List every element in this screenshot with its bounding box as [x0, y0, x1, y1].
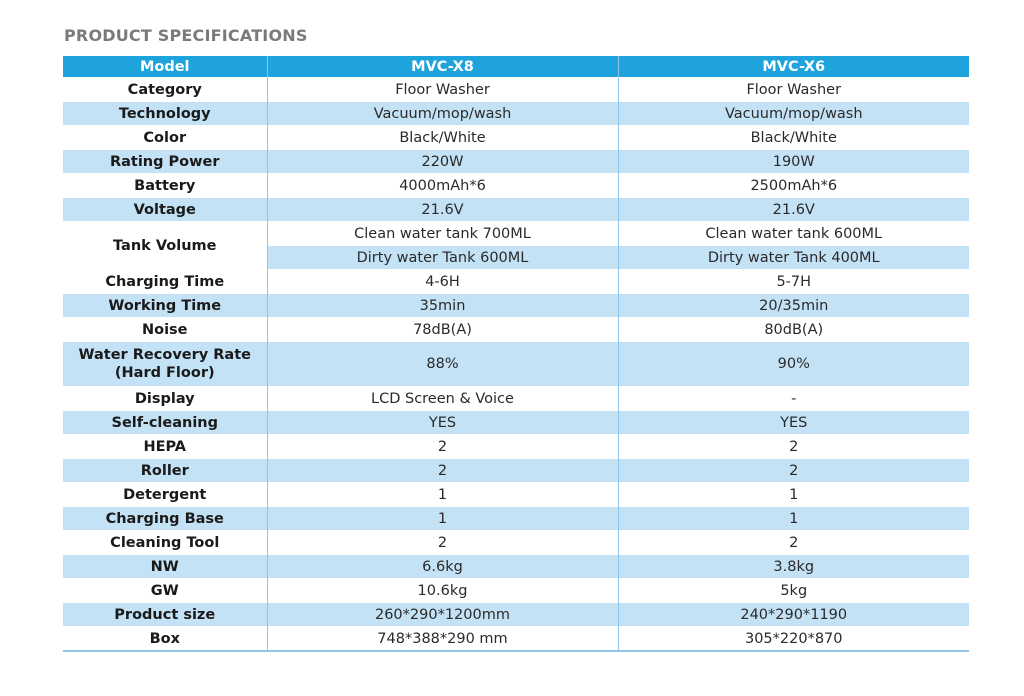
cell-x6-water-recovery-rate: 90%: [618, 342, 969, 387]
cell-x6-display: -: [618, 387, 969, 411]
cell-x8-voltage: 21.6V: [267, 198, 618, 222]
row-label-line: Water Recovery Rate: [78, 347, 251, 363]
column-header-mvc-x8: MVC-X8: [267, 56, 618, 78]
cell-x6-charging-time: 5-7H: [618, 270, 969, 294]
table-row: [63, 483, 969, 507]
table-row: [63, 78, 969, 102]
row-label-cleaning-tool: Cleaning Tool: [63, 531, 267, 555]
cell-x6-roller: 2: [618, 459, 969, 483]
cell-x8-clean-water-tank: Clean water tank 700ML: [267, 222, 618, 246]
table-row: [63, 531, 969, 555]
row-label-voltage: Voltage: [63, 198, 267, 222]
row-label-hepa: HEPA: [63, 435, 267, 459]
row-label-nw: NW: [63, 555, 267, 579]
cell-x8-working-time: 35min: [267, 294, 618, 318]
cell-x8-gw: 10.6kg: [267, 579, 618, 603]
cell-x6-clean-water-tank: Clean water tank 600ML: [618, 222, 969, 246]
table-row: [63, 435, 969, 459]
row-label-water-recovery-rate: [63, 342, 267, 387]
row-label-charging-time: Charging Time: [63, 270, 267, 294]
cell-x8-technology: Vacuum/mop/wash: [267, 102, 618, 126]
row-label-self-cleaning: Self-cleaning: [63, 411, 267, 435]
table-row: [63, 270, 969, 294]
cell-x8-charging-time: 4-6H: [267, 270, 618, 294]
cell-x8-water-recovery-rate: 88%: [267, 342, 618, 387]
table-row: [63, 411, 969, 435]
row-label-charging-base: Charging Base: [63, 507, 267, 531]
row-label-technology: Technology: [63, 102, 267, 126]
cell-x8-self-cleaning: YES: [267, 411, 618, 435]
row-label-battery: Battery: [63, 174, 267, 198]
table-header: [63, 56, 969, 78]
cell-x8-color: Black/White: [267, 126, 618, 150]
cell-x8-hepa: 2: [267, 435, 618, 459]
table-row: [63, 198, 969, 222]
row-label-product-size: Product size: [63, 603, 267, 627]
cell-x6-color: Black/White: [618, 126, 969, 150]
cell-x6-technology: Vacuum/mop/wash: [618, 102, 969, 126]
table-row: [63, 579, 969, 603]
row-label-gw: GW: [63, 579, 267, 603]
cell-x6-box: 305*220*870: [618, 627, 969, 652]
table-row: [63, 126, 969, 150]
cell-x6-detergent: 1: [618, 483, 969, 507]
column-header-mvc-x6: MVC-X6: [618, 56, 969, 78]
cell-x6-hepa: 2: [618, 435, 969, 459]
table-row: [63, 318, 969, 342]
table-row: [63, 555, 969, 579]
cell-x8-rating-power: 220W: [267, 150, 618, 174]
row-label-tank-volume: Tank Volume: [63, 222, 267, 270]
spec-table: [63, 56, 969, 652]
header-row: [63, 56, 969, 78]
row-label-box: Box: [63, 627, 267, 652]
table-body: [63, 78, 969, 652]
cell-x6-category: Floor Washer: [618, 78, 969, 102]
cell-x8-noise: 78dB(A): [267, 318, 618, 342]
cell-x8-cleaning-tool: 2: [267, 531, 618, 555]
page-title: PRODUCT SPECIFICATIONS: [64, 26, 308, 45]
table-row: [63, 459, 969, 483]
cell-x8-box: 748*388*290 mm: [267, 627, 618, 652]
row-label-detergent: Detergent: [63, 483, 267, 507]
cell-x6-rating-power: 190W: [618, 150, 969, 174]
cell-x8-dirty-water-tank: Dirty water Tank 600ML: [267, 246, 618, 270]
table-row: [63, 387, 969, 411]
cell-x8-detergent: 1: [267, 483, 618, 507]
cell-x8-charging-base: 1: [267, 507, 618, 531]
cell-x6-battery: 2500mAh*6: [618, 174, 969, 198]
cell-x6-product-size: 240*290*1190: [618, 603, 969, 627]
table-row: [63, 174, 969, 198]
cell-x8-battery: 4000mAh*6: [267, 174, 618, 198]
row-label-rating-power: Rating Power: [63, 150, 267, 174]
cell-x6-charging-base: 1: [618, 507, 969, 531]
row-label-color: Color: [63, 126, 267, 150]
cell-x6-noise: 80dB(A): [618, 318, 969, 342]
row-label-noise: Noise: [63, 318, 267, 342]
table-row: [63, 294, 969, 318]
cell-x8-category: Floor Washer: [267, 78, 618, 102]
table-row: [63, 102, 969, 126]
cell-x8-roller: 2: [267, 459, 618, 483]
cell-x6-nw: 3.8kg: [618, 555, 969, 579]
row-label-category: Category: [63, 78, 267, 102]
table-row: [63, 603, 969, 627]
row-label-display: Display: [63, 387, 267, 411]
table-row: [63, 507, 969, 531]
table-row: [63, 222, 969, 246]
cell-x6-voltage: 21.6V: [618, 198, 969, 222]
cell-x8-product-size: 260*290*1200mm: [267, 603, 618, 627]
column-header-model: Model: [63, 56, 267, 78]
cell-x8-nw: 6.6kg: [267, 555, 618, 579]
table-row: [63, 627, 969, 652]
row-label-line: (Hard Floor): [114, 365, 215, 381]
cell-x6-dirty-water-tank: Dirty water Tank 400ML: [618, 246, 969, 270]
cell-x6-self-cleaning: YES: [618, 411, 969, 435]
cell-x6-working-time: 20/35min: [618, 294, 969, 318]
cell-x6-cleaning-tool: 2: [618, 531, 969, 555]
table-row: [63, 342, 969, 387]
cell-x6-gw: 5kg: [618, 579, 969, 603]
row-label-roller: Roller: [63, 459, 267, 483]
table-row: [63, 150, 969, 174]
row-label-working-time: Working Time: [63, 294, 267, 318]
cell-x8-display: LCD Screen & Voice: [267, 387, 618, 411]
